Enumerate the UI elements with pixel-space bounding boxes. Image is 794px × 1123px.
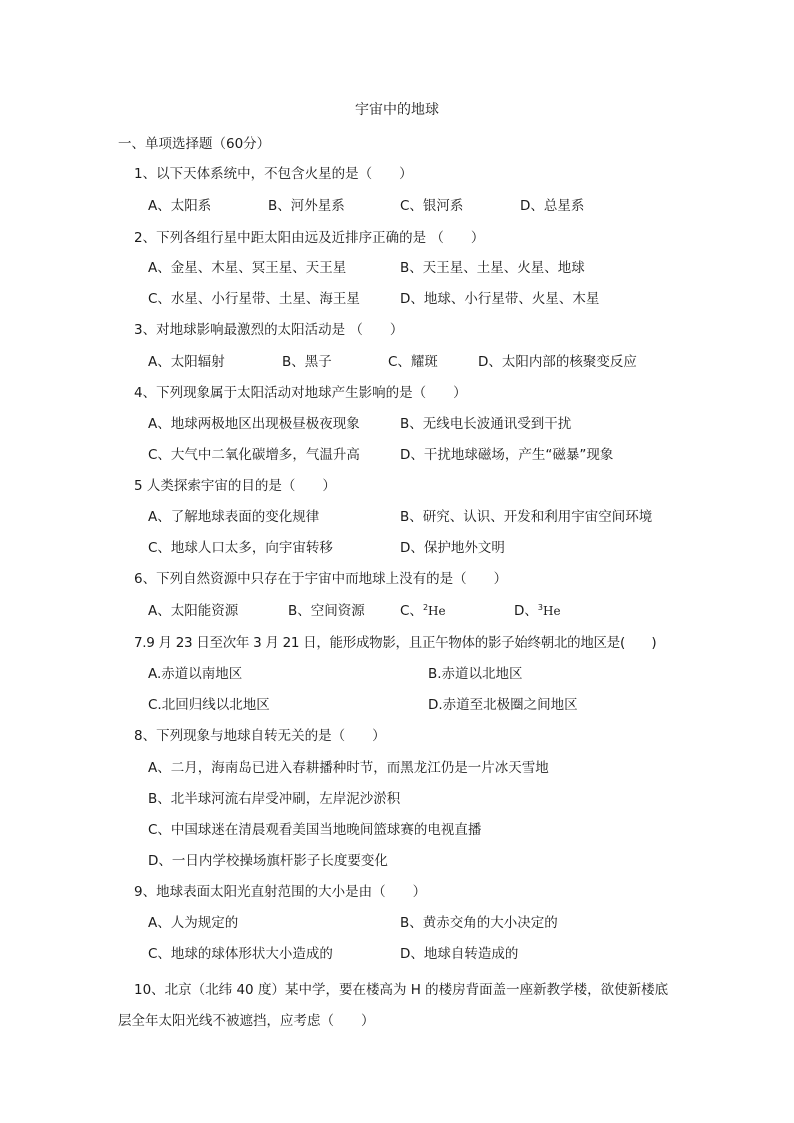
- q6-option-c-mass-number: 2: [422, 603, 429, 612]
- page-title: 宇宙中的地球: [355, 102, 439, 118]
- q4-option-d: D、干扰地球磁场，产生“磁暴”现象: [400, 447, 614, 463]
- q6-option-d: [514, 601, 561, 621]
- q8-option-d: D、一日内学校操场旗杆影子长度要变化: [148, 853, 388, 869]
- question-3-stem: 3、对地球影响最激烈的太阳活动是 （ ）: [134, 322, 404, 338]
- question-5-stem: 5 人类探索宇宙的目的是（ ）: [134, 478, 336, 494]
- question-6-stem: 6、下列自然资源中只存在于宇宙中而地球上没有的是（ ）: [134, 571, 508, 587]
- q6-option-d-element: He: [543, 604, 561, 618]
- q6-option-a: A、太阳能资源: [148, 603, 239, 619]
- q4-option-a: A、地球两极地区出现极昼极夜现象: [148, 416, 360, 432]
- q3-option-c: C、耀斑: [388, 354, 438, 370]
- q6-option-b: B、空间资源: [288, 603, 365, 619]
- question-9-stem: 9、地球表面太阳光直射范围的大小是由（ ）: [134, 884, 427, 900]
- q3-option-a: A、太阳辐射: [148, 354, 225, 370]
- q6-option-c: [400, 601, 446, 621]
- q7-option-d: D.赤道至北极圈之间地区: [428, 697, 578, 713]
- q9-option-d: D、地球自转造成的: [400, 946, 519, 962]
- q9-option-b: B、黄赤交角的大小决定的: [400, 915, 558, 931]
- section-heading: 一、单项选择题（60分）: [118, 136, 271, 152]
- q1-option-c: C、银河系: [400, 198, 464, 214]
- question-7-stem: 7.9 月 23 日至次年 3 月 21 日，能形成物影，且正午物体的影子始终朝北的地区是( ): [134, 635, 657, 651]
- q2-option-c: C、水星、小行星带、土星、海王星: [148, 291, 360, 307]
- q7-option-c: C.北回归线以北地区: [148, 697, 270, 713]
- question-4-stem: 4、下列现象属于太阳活动对地球产生影响的是（ ）: [134, 385, 467, 401]
- q4-option-c: C、大气中二氧化碳增多，气温升高: [148, 447, 360, 463]
- q5-option-b: B、研究、认识、开发和利用宇宙空间环境: [400, 509, 653, 525]
- q3-option-b: B、黑子: [282, 354, 332, 370]
- q5-option-c: C、地球人口太多，向宇宙转移: [148, 540, 333, 556]
- question-2-stem: 2、下列各组行星中距太阳由远及近排序正确的是 （ ）: [134, 230, 485, 246]
- q1-option-b: B、河外星系: [268, 198, 345, 214]
- question-8-stem: 8、下列现象与地球自转无关的是（ ）: [134, 728, 386, 744]
- q5-option-d: D、保护地外文明: [400, 540, 505, 556]
- q7-option-b: B.赤道以北地区: [428, 666, 523, 682]
- q3-option-d: D、太阳内部的核聚变反应: [478, 354, 637, 370]
- q8-option-c: C、中国球迷在清晨观看美国当地晚间篮球赛的电视直播: [148, 822, 482, 838]
- q6-option-d-mass-number: 3: [537, 603, 543, 612]
- q8-option-b: B、北半球河流右岸受冲刷，左岸泥沙淤积: [148, 791, 401, 807]
- q2-option-b: B、天王星、土星、火星、地球: [400, 260, 585, 276]
- q5-option-a: A、了解地球表面的变化规律: [148, 509, 320, 525]
- q8-option-a: A、二月，海南岛已进入春耕播种时节，而黑龙江仍是一片冰天雪地: [148, 760, 549, 776]
- q6-option-c-prefix: C、: [400, 603, 423, 619]
- q9-option-a: A、人为规定的: [148, 915, 239, 931]
- q6-option-d-prefix: D、: [514, 603, 538, 619]
- question-1-stem: 1、以下天体系统中，不包含火星的是（ ）: [134, 166, 413, 182]
- q4-option-b: B、无线电长波通讯受到干扰: [400, 416, 572, 432]
- q2-option-d: D、地球、小行星带、火星、木星: [400, 291, 600, 307]
- q9-option-c: C、地球的球体形状大小造成的: [148, 946, 333, 962]
- question-10-stem: 10、北京（北纬 40 度）某中学，要在楼高为 H 的楼房背面盖一座新教学楼，欲使新楼底层全年太阳光线不被遮挡，应考虑（ ）: [118, 982, 669, 1029]
- q2-option-a: A、金星、木星、冥王星、天王星: [148, 260, 347, 276]
- q1-option-a: A、太阳系: [148, 198, 212, 214]
- q1-option-d: D、总星系: [520, 198, 585, 214]
- q6-option-c-element: He: [428, 604, 446, 618]
- q7-option-a: A.赤道以南地区: [148, 666, 243, 682]
